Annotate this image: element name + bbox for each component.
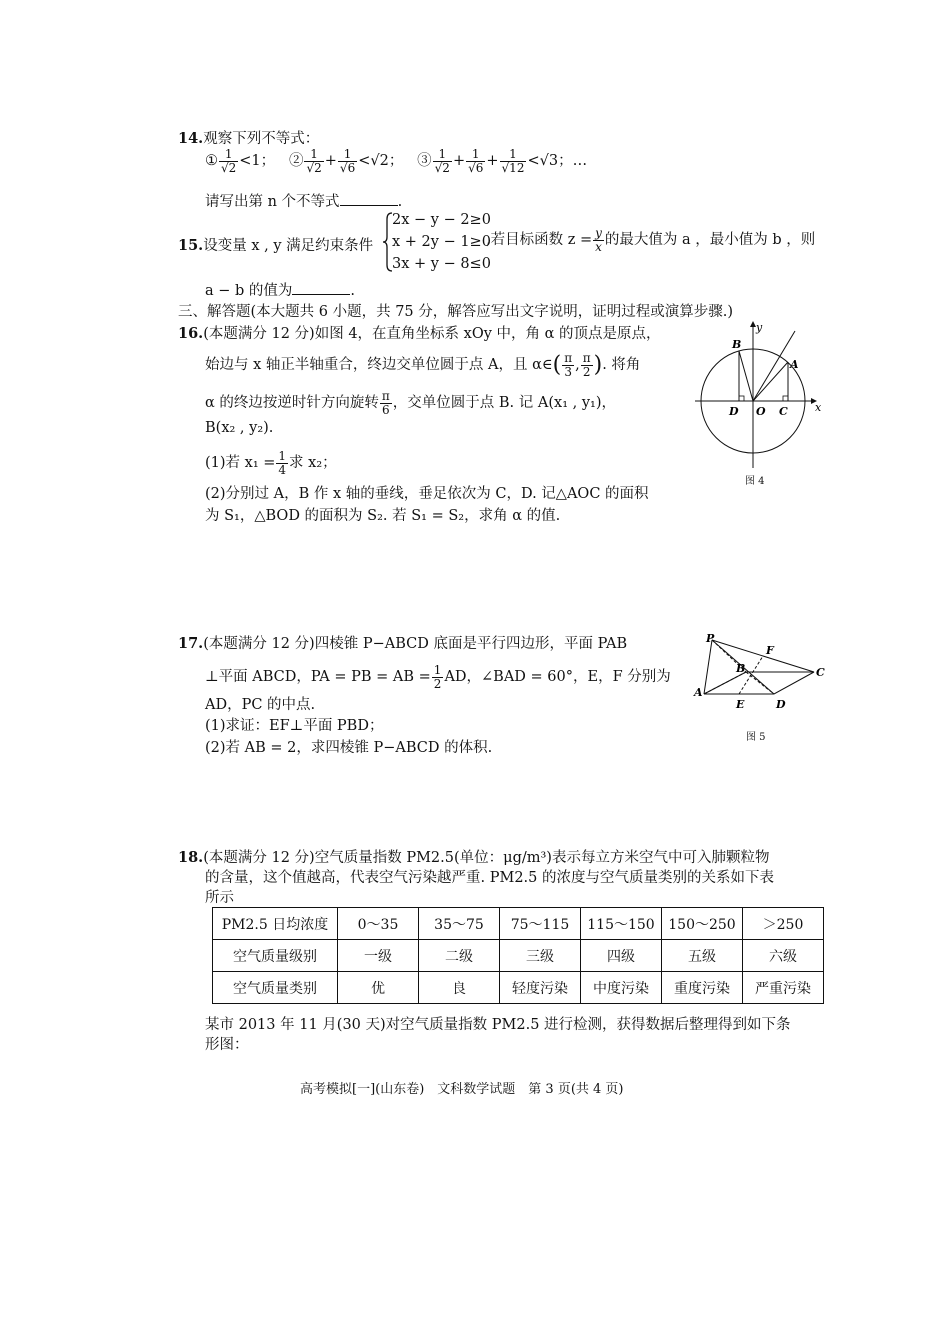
label-P: P <box>706 632 715 645</box>
q17-number: 17. <box>178 635 204 652</box>
q14-stem: 观察下列不等式： <box>203 131 320 147</box>
table-cell: 空气质量级别 <box>213 940 338 972</box>
fraction: $\frac{1}{√2}$ <box>221 147 237 175</box>
q14-ineq2-rhs: <√2； <box>358 153 404 170</box>
table-cell: 0～35 <box>338 908 419 940</box>
label-O: O <box>756 405 766 418</box>
q15-objective <box>486 227 815 253</box>
table-cell: 优 <box>338 972 419 1004</box>
label-x: x <box>815 401 822 414</box>
q16-l2b: . 将角 <box>602 357 641 374</box>
table-row <box>213 940 824 972</box>
q17-line1 <box>178 632 627 653</box>
plus: + <box>324 153 337 170</box>
comma: , <box>575 357 580 374</box>
ray-extension <box>753 331 795 401</box>
fraction: $\frac{y}{x}$ <box>595 226 602 254</box>
q15-constraint-3: 3x + y − 8≤0 <box>392 256 491 272</box>
table-row <box>213 972 824 1004</box>
ray-OA <box>753 362 788 401</box>
plus: + <box>452 153 466 170</box>
label-C: C <box>779 405 788 418</box>
q15-line1 <box>178 234 373 255</box>
fraction: $\frac{\pi}{3}$ <box>564 351 573 379</box>
ray-OB <box>739 351 753 401</box>
q15-post-b: 的最大值为 a ，最小值为 b ，则 <box>604 232 816 249</box>
q16-l3b: ，交单位圆于点 B. 记 A(x₁ , y₁)， <box>392 395 616 412</box>
table-cell: 中度污染 <box>581 972 662 1004</box>
paren: ( <box>552 352 562 378</box>
table-cell: 150～250 <box>662 908 743 940</box>
figure-5-caption: 图 5 <box>746 732 766 743</box>
q16-l5a: (1)若 x₁ = <box>205 455 276 472</box>
table-cell: 75～115 <box>500 908 581 940</box>
q17-line5: (2)若 AB = 2，求四棱锥 P−ABCD 的体积. <box>205 740 493 756</box>
fraction: $\frac{\pi}{6}$ <box>381 389 390 417</box>
fraction: $\frac{1}{√12}$ <box>501 147 525 175</box>
table-cell: 二级 <box>419 940 500 972</box>
fraction: $\frac{1}{√2}$ <box>434 147 450 175</box>
q17-l2b: AD，∠BAD = 60°，E，F 分别为 <box>444 669 671 686</box>
q15-line2 <box>205 279 355 300</box>
label-E: E <box>736 698 745 711</box>
q15-constraint-2: x + 2y − 1≥0 <box>392 234 491 250</box>
q14-mark-2: ② <box>288 153 304 170</box>
fraction: $\frac{1}{√6}$ <box>339 147 356 175</box>
figure-4-unit-circle <box>695 318 825 468</box>
q16-line6: (2)分别过 A，B 作 x 轴的垂线，垂足依次为 C，D. 记△AOC 的面积 <box>205 486 649 502</box>
q18-number: 18. <box>178 849 204 866</box>
q16-line1 <box>178 322 661 343</box>
q16-l5b: 求 x₂； <box>289 455 337 472</box>
answer-blank[interactable] <box>292 282 350 295</box>
q18-after1: 某市 2013 年 11 月(30 天)对空气质量指数 PM2.5 进行检测，获得数据后整理得到如下条 <box>205 1017 791 1033</box>
figure-4-caption: 图 4 <box>745 476 765 487</box>
table-cell: PM2.5 日均浓度 <box>213 908 338 940</box>
q18-line2: 的含量，这个值越高，代表空气污染越严重. PM2.5 的浓度与空气质量类别的关系如下表 <box>205 870 774 886</box>
q18-l1: (本题满分 12 分)空气质量指数 PM2.5(单位：μg/m³)表示每立方米空气中可入肺颗粒物 <box>203 850 770 866</box>
table-cell: 四级 <box>581 940 662 972</box>
fraction: $\frac{1}{2}$ <box>433 663 442 691</box>
q15-constraint-1: 2x − y − 2≥0 <box>392 212 491 228</box>
table-cell: 空气质量类别 <box>213 972 338 1004</box>
label-A: A <box>694 686 703 699</box>
table-cell: 115～150 <box>581 908 662 940</box>
q18-line3: 所示 <box>205 890 234 906</box>
q16-line3 <box>205 390 616 416</box>
table-cell: 轻度污染 <box>500 972 581 1004</box>
q14-number: 14. <box>178 130 204 147</box>
q18-after2: 形图： <box>205 1037 249 1053</box>
table-cell: 六级 <box>743 940 824 972</box>
q18-line1 <box>178 846 769 867</box>
q14-mark-3: ③ <box>417 153 432 170</box>
q16-line5 <box>205 450 337 476</box>
q14-mark-1: ① <box>205 153 218 170</box>
q15-post-a: ,若目标函数 z = <box>486 232 593 249</box>
q17-l1: (本题满分 12 分)四棱锥 P−ABCD 底面是平行四边形，平面 PAB <box>203 636 628 652</box>
q16-line4: B(x₂ , y₂). <box>205 420 274 436</box>
q16-l2a: 始边与 x 轴正半轴重合，终边交单位圆于点 A，且 α∈ <box>205 357 553 374</box>
table-cell: 良 <box>419 972 500 1004</box>
table-cell: 一级 <box>338 940 419 972</box>
fraction: $\frac{1}{4}$ <box>278 449 287 477</box>
q17-line4: (1)求证：EF⊥平面 PBD； <box>205 718 384 734</box>
fraction: $\frac{1}{√6}$ <box>468 147 484 175</box>
q17-line2 <box>205 664 671 690</box>
q15-number: 15. <box>178 237 204 254</box>
q14-ineq1-rhs: <1； <box>239 153 276 170</box>
label-D: D <box>729 405 739 418</box>
q14-end: . <box>397 194 403 210</box>
q17-line3: AD，PC 的中点. <box>205 697 316 713</box>
figure-5-pyramid <box>692 632 827 717</box>
label-F: F <box>766 644 774 657</box>
section-3-heading: 三、解答题(本大题共 6 小题，共 75 分，解答应写出文字说明，证明过程或演算步骤.) <box>178 304 734 320</box>
paren: ) <box>593 352 603 378</box>
label-D: D <box>776 698 786 711</box>
q15-end: . <box>350 283 356 299</box>
pm25-table <box>212 907 824 1004</box>
table-cell: 35～75 <box>419 908 500 940</box>
q15-line2-text: a − b 的值为 <box>205 283 293 299</box>
q14-inequalities <box>205 148 587 174</box>
answer-blank[interactable] <box>340 193 398 206</box>
label-y: y <box>756 321 763 334</box>
table-cell: 五级 <box>662 940 743 972</box>
label-C: C <box>816 666 825 679</box>
plus: + <box>486 153 499 170</box>
table-cell: ＞250 <box>743 908 824 940</box>
q14-line1 <box>178 127 319 148</box>
q16-line7: 为 S₁，△BOD 的面积为 S₂. 若 S₁ = S₂，求角 α 的值. <box>205 508 561 524</box>
q17-l2a: ⊥平面 ABCD，PA = PB = AB = <box>205 669 431 686</box>
fraction: $\frac{1}{√2}$ <box>306 147 322 175</box>
q16-l3a: α 的终边按逆时针方向旋转 <box>205 395 379 412</box>
table-cell: 严重污染 <box>743 972 824 1004</box>
q16-number: 16. <box>178 325 204 342</box>
table-row <box>213 908 824 940</box>
q16-line2 <box>205 352 640 378</box>
q16-l1: (本题满分 12 分)如图 4，在直角坐标系 xOy 中，角 α 的顶点是原点， <box>203 326 661 342</box>
q14-ineq3-rhs: <√3；… <box>527 153 588 170</box>
label-A: A <box>790 358 799 371</box>
table-cell: 三级 <box>500 940 581 972</box>
label-B: B <box>736 662 746 675</box>
q15-pre: 设变量 x , y 满足约束条件 <box>203 238 374 254</box>
label-B: B <box>732 338 742 351</box>
page-footer: 高考模拟[一](山东卷) 文科数学试题 第 3 页(共 4 页) <box>300 1082 624 1097</box>
table-cell: 重度污染 <box>662 972 743 1004</box>
fraction: $\frac{\pi}{2}$ <box>582 351 591 379</box>
q14-ask-text: 请写出第 n 个不等式 <box>205 194 340 210</box>
q14-ask <box>205 190 402 211</box>
